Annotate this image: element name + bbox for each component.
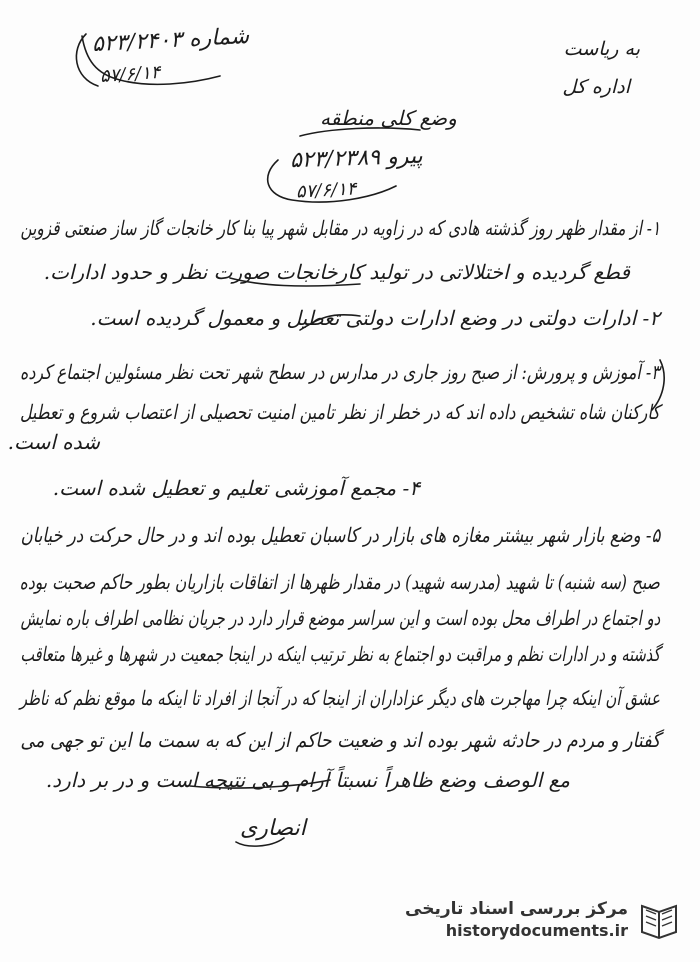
body-line-12: عشق آن اینکه چرا مهاجرت های دیگر عزاداران از اینجا که در آنجا از افراد تا اینکه ما موقع نظم که ناظر [19, 686, 660, 710]
body-line-4: ۳- آموزش و پرورش: از صبح روز جاری در مدارس در سطح شهر تحت نظر مسئولین اجتماع کرده [20, 360, 660, 384]
subject-heading: وضع کلی منطقه [320, 106, 457, 130]
body-line-8: ۵- وضع بازار شهر بیشتر مغازه های بازار در کاسبان تعطیل بوده اند و در حال حرکت در خیابان [20, 523, 660, 547]
body-line-14: مع الوصف وضع ظاهراً نسبتاً آرام و بی نتیجه است و در بر دارد. [45, 768, 570, 792]
open-book-logo-icon [636, 896, 682, 942]
body-line-3: ۲- ادارات دولتی در وضع ادارات دولتی تعطیل و معمول گردیده است. [90, 306, 660, 330]
address-line-2: اداره کل [562, 76, 630, 98]
reference-date-middle: ۵۷/۶/۱۴ [295, 178, 357, 203]
signature: انصاری [240, 816, 306, 841]
body-line-5: کارکنان شاه تشخیص داده اند که در خطر از نظر تامین امنیت تحصیلی از اعتصاب شروع و تعطیل [20, 400, 660, 424]
body-line-7: ۴- مجمع آموزشی تعلیم و تعطیل شده است. [52, 476, 420, 500]
reference-number-middle: پیرو ۵۲۳/۲۳۸۹ [289, 143, 424, 174]
watermark-site: historydocuments.ir [445, 920, 628, 940]
reference-date-top: ۵۷/۶/۱۴ [99, 61, 162, 88]
body-line-10: دو اجتماع در اطراف محل بوده است و این سراسر موضع قرار دارد در جریان نظامی اطراف باره نمایش [20, 606, 660, 630]
body-line-1: ۱- از مقدار ظهر روز گذشته هادی که در زاویه در مقابل شهر پیا بنا کار خانجات گاز ساز صنعتی قزوین [20, 216, 660, 240]
watermark [405, 896, 682, 942]
body-line-2: قطع گردیده و اختلالاتی در تولید کارخانجات صورت نظر و حدود ادارات. [43, 260, 630, 284]
body-line-6: شده است. [7, 430, 100, 454]
address-line-1: به ریاست [563, 38, 640, 60]
body-line-11: گذشته و در ادارات نظم و مراقبت دو اجتماع به نظر ترتیب اینکه در اینجا جمعیت در شهرها و غیرها متعاقب [19, 642, 660, 666]
reference-number-top: شماره ۵۲۳/۲۴۰۳ [91, 23, 250, 58]
body-line-13: گفتار و مردم در حادثه شهر بوده اند و ضعیت حاکم از این که به سمت ما این تو جهی می [20, 728, 660, 752]
watermark-title: مرکز بررسی اسناد تاریخی [405, 898, 628, 919]
watermark-text [405, 899, 628, 940]
body-line-9: صبح (سه شنبه) تا شهید (مدرسه شهید) در مقدار ظهرها از اتفاقات بازاریان بطور حاکم صحبت بوده [19, 570, 660, 594]
